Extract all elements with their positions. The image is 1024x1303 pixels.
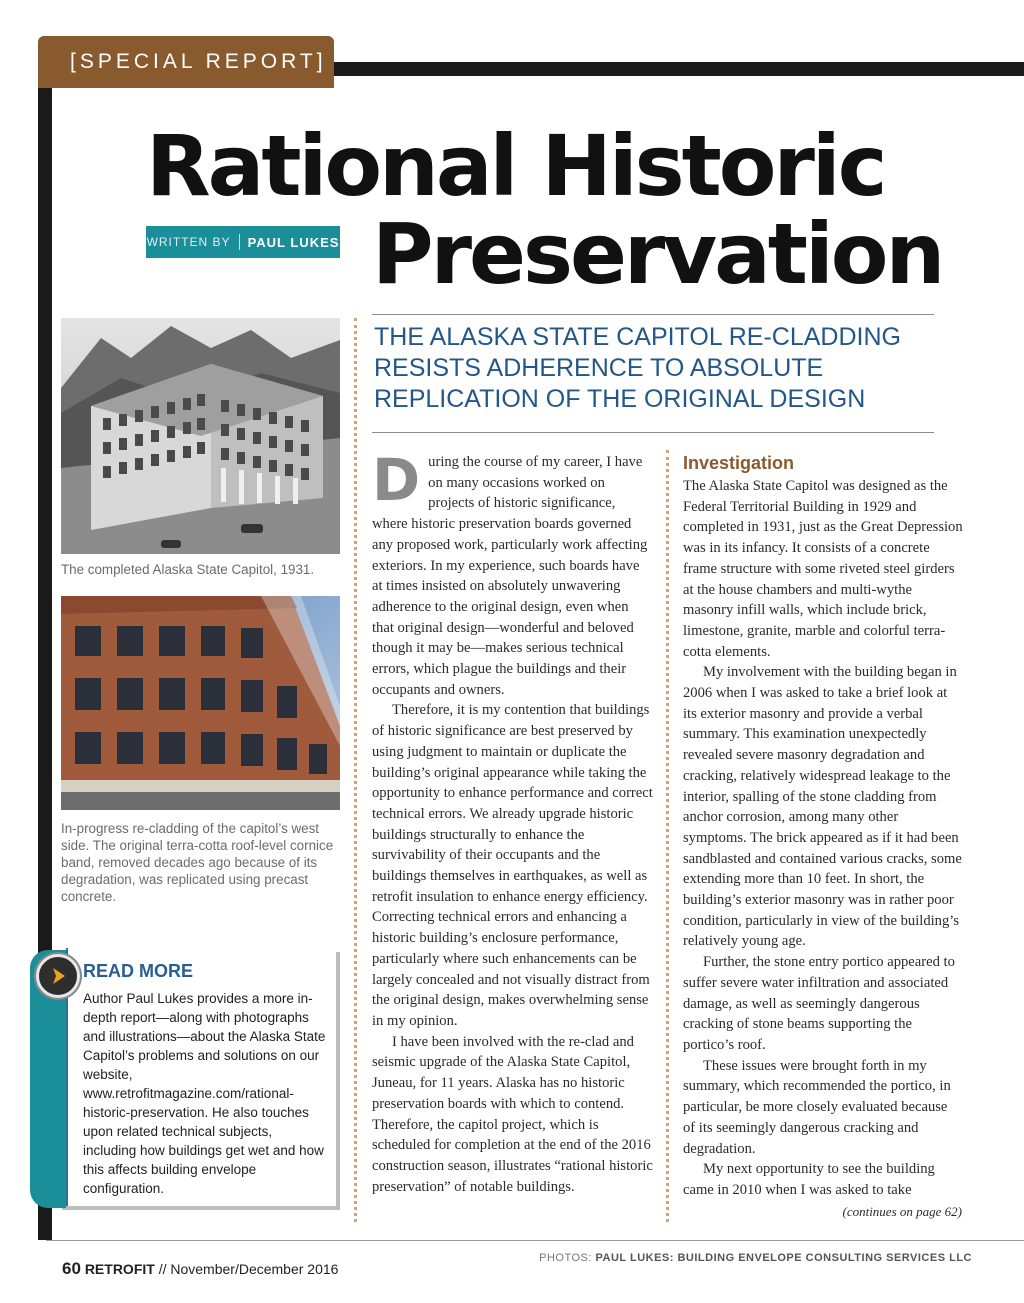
byline-label: WRITTEN BY	[146, 235, 231, 249]
page-number: 60	[62, 1259, 81, 1278]
body-paragraph: My involvement with the building began in 2006 when I was asked to take a brief look at its exterior masonry and provide a verbal summary. This examination unexpectedly revealed severe masonry degradation and cracking, relatively widespread leakage to the interior, spalling of the stone cladding from anchor corrosion, among many other symptoms. The brick appeared as if it had been sandblasted and contained various cracks, some extending more than 10 feet. In short, the building’s exterior masonry was in rather poor condition, particularly in view of the building’s relatively young age.	[683, 664, 962, 950]
header-rule	[334, 62, 1024, 76]
body-column-right	[683, 452, 963, 1201]
footer-rule	[46, 1240, 1024, 1241]
magazine-name: RETROFIT	[84, 1261, 155, 1277]
photo-credit	[520, 1252, 972, 1264]
body-column-left	[372, 446, 653, 1197]
chevron-right-icon	[36, 954, 80, 998]
drop-cap: D	[372, 446, 421, 514]
body-paragraph: My next opportunity to see the building came in 2010 when I was asked to take	[683, 1161, 935, 1198]
historic-capitol-illustration	[61, 318, 340, 554]
deck-rule-top	[372, 314, 934, 315]
photo-caption-historic: The completed Alaska State Capitol, 1931.	[61, 562, 315, 577]
recladding-illustration	[61, 596, 340, 810]
body-paragraph: I have been involved with the re-clad and seismic upgrade of the Alaska State Capitol, Juneau, for 11 years. Alaska has no historic preservation boards with which to contend. Therefore, the capitol project, which is scheduled for completion at the end of the 2016 construction season, illustrates “rational historic preservation” of notable buildings.	[372, 1033, 653, 1195]
section-kicker: [SPECIAL REPORT]	[70, 50, 327, 73]
historic-capitol-photo	[61, 318, 340, 554]
body-paragraph: The Alaska State Capitol was designed as the Federal Territorial Building in 1929 and completed in 1931, just as the Great Depression was in its infancy. It consists of a concrete frame structure with some riveted steel girders at the house chambers and multi-wythe masonry infill walls, which include brick, limestone, granite, marble and colorful terra-cotta elements.	[683, 478, 963, 660]
deck-rule-bottom	[372, 432, 934, 433]
section-heading: Investigation	[683, 453, 795, 473]
read-more-body: Author Paul Lukes provides a more in-depth report—along with photographs and illustrations—about the Alaska State Capitol’s problems and solutions on our website, www.retrofitmagazine.com/rational-historic-preservation. He also touches upon related technical subjects, including how buildings get wet and how this affects building envelope configuration.	[83, 991, 326, 1196]
continuation-note: (continues on page 62)	[842, 1204, 962, 1219]
photo-credit-label: PHOTOS:	[539, 1252, 592, 1264]
recladding-photo	[61, 596, 340, 810]
body-paragraph: These issues were brought forth in my summary, which recommended the portico, in particular, be more closely evaluated because of its seemingly dangerous cracking and degradation.	[683, 1057, 951, 1157]
byline	[146, 226, 340, 258]
article-title-line-2: Preservation	[372, 205, 943, 303]
read-more-title: READ MORE	[83, 961, 194, 981]
body-paragraph: Therefore, it is my contention that buildings of historic significance are best preserved by using judgment to maintain or duplicate the building’s original appearance while taking the opportunity to enhance performance and correct technical errors. We already upgrade historic buildings structurally to enhance the survivability of their occupants and the buildings themselves in earthquakes, as well as retrofit insulation to enhance energy efficiency. Correcting technical errors and enhancing a historic building’s enclosure performance, particularly where such enhancements can be largely concealed and not visually distract from the original design, makes overwhelming sense in my opinion.	[372, 702, 653, 1029]
byline-divider	[239, 234, 240, 250]
page-folio	[62, 1259, 338, 1279]
column-rule-right	[666, 450, 669, 1222]
column-rule-left	[354, 318, 357, 1222]
article-deck: THE ALASKA STATE CAPITOL RE-CLADDING RESISTS ADHERENCE TO ABSOLUTE REPLICATION OF THE ORIGINAL DESIGN	[374, 323, 901, 413]
issue-date: // November/December 2016	[158, 1261, 339, 1277]
photo-credit-name: PAUL LUKES: BUILDING ENVELOPE CONSULTING SERVICES LLC	[595, 1252, 972, 1264]
photo-caption-recladding: In-progress re-cladding of the capitol’s west side. The original terra-cotta roof-level cornice band, removed decades ago because of its degradation, was replicated using precast concrete.	[61, 821, 334, 904]
article-title-line-1: Rational Historic	[146, 117, 885, 215]
body-paragraph: uring the course of my career, I have on many occasions worked on projects of historic significance, where historic preservation boards governed any proposed work, particularly work affecting exteriors. In my experience, such boards have at times insisted on absolutely unwavering adherence to the original design, even when that original design—wonderful and beloved though it may be—makes serious technical errors, which plague the buildings and their occupants and owners.	[372, 454, 648, 698]
byline-author: PAUL LUKES	[247, 234, 340, 250]
body-paragraph: Further, the stone entry portico appeared to suffer severe water infiltration and associated damage, as well as seemingly dangerous cracking of stone beams supporting the portico’s roof.	[683, 954, 955, 1053]
